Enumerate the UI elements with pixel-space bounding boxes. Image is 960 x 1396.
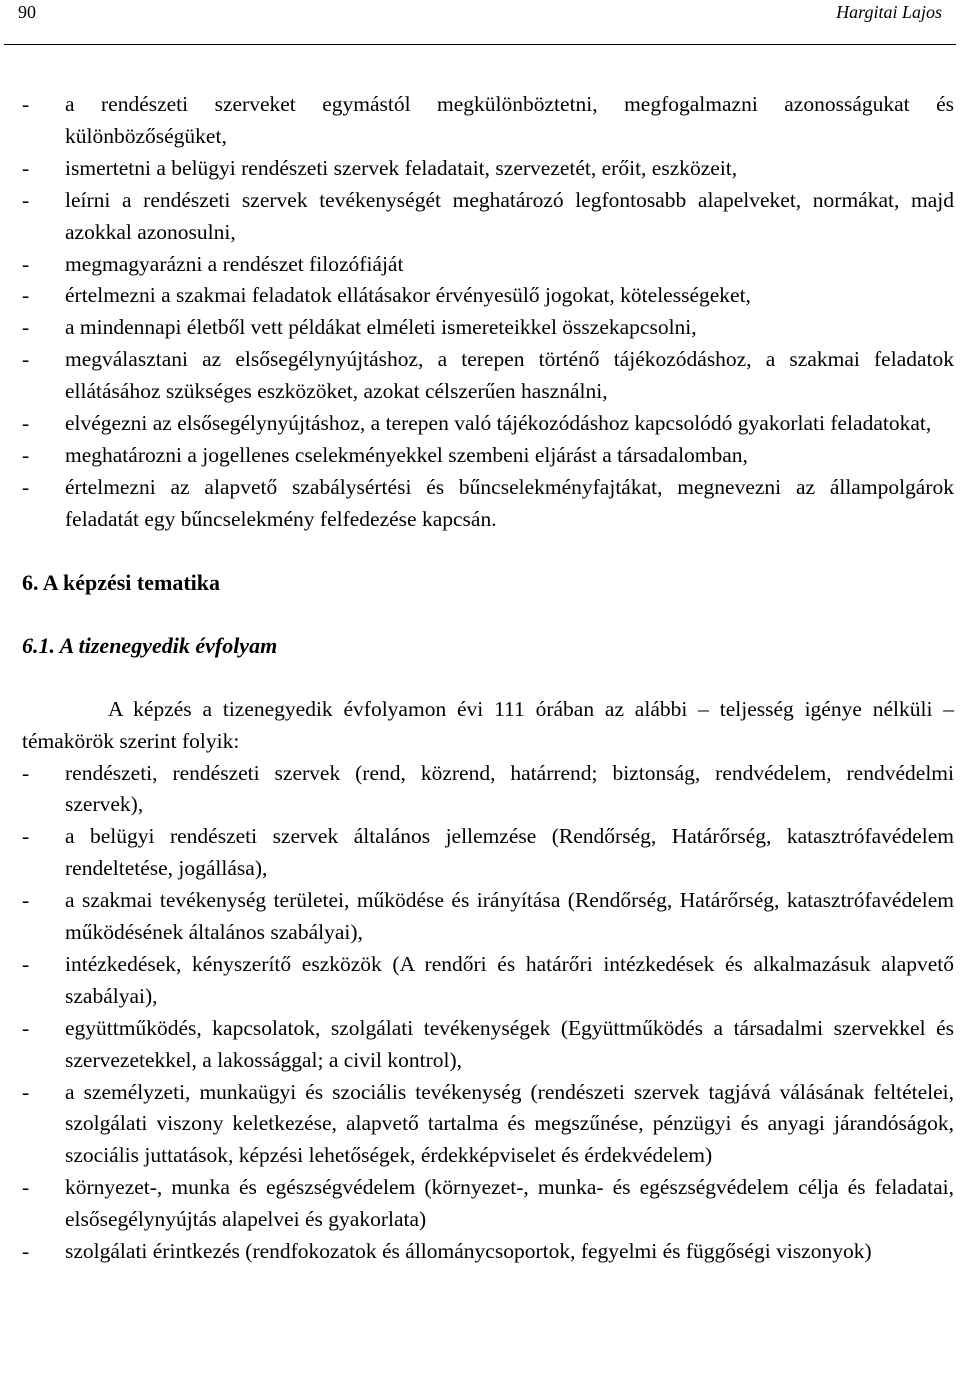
list-item: [22, 312, 954, 344]
list-item: [22, 280, 954, 312]
dash-marker: -: [22, 347, 30, 372]
dash-marker: -: [22, 888, 30, 913]
dash-marker: -: [22, 1079, 30, 1104]
list-item-text: rendészeti, rendészeti szervek (rend, közrend, határrend; biztonság, rendvédelem, rendvédelmi szervek),: [65, 760, 954, 817]
dash-marker: -: [22, 187, 30, 212]
list-item: [22, 185, 954, 249]
list-item: [22, 758, 954, 822]
dash-marker: -: [22, 951, 30, 976]
list-item-text: értelmezni az alapvető szabálysértési és bűncselekményfajtákat, megnevezni az állampolgárok feladatát egy bűncselekmény felfedezése kapcsán.: [65, 474, 954, 531]
list-item: [22, 89, 954, 153]
list-item: [22, 949, 954, 1013]
topics-list: [22, 758, 954, 1269]
spacer: [22, 662, 954, 694]
list-item: [22, 1013, 954, 1077]
list-item: [22, 344, 954, 408]
dash-marker: -: [22, 760, 30, 785]
list-item-text: a mindennapi életből vett példákat elméleti ismereteikkel összekapcsolni,: [65, 315, 697, 340]
list-item: [22, 885, 954, 949]
list-item: [22, 408, 954, 440]
objectives-list: [22, 89, 954, 536]
dash-marker: -: [22, 315, 30, 340]
dash-marker: -: [22, 474, 30, 499]
list-item-text: intézkedések, kényszerítő eszközök (A rendőri és határőri intézkedések és alkalmazásuk alapvető szabályai),: [65, 951, 954, 1008]
dash-marker: -: [22, 824, 30, 849]
list-item-text: leírni a rendészeti szervek tevékenységét meghatározó legfontosabb alapelveket, normákat, majd azokkal azonosulni,: [65, 187, 954, 244]
header-rule: [4, 44, 956, 45]
list-item-text: a személyzeti, munkaügyi és szociális tevékenység (rendészeti szervek tagjává válásának feltételei, szolgálati viszony keletkezése, alapvető tartalma és megszűnése, pénzügyi és anyagi járandóságok, szociális juttatások, képzési lehetőségek, érdekképviselet és érdekvédelem): [65, 1079, 954, 1168]
list-item: [22, 821, 954, 885]
list-item-text: környezet-, munka és egészségvédelem (környezet-, munka- és egészségvédelem célja és feladatai, elsősegélynyújtás alapelvei és gyakorlata): [65, 1175, 954, 1232]
page-header: [0, 0, 960, 46]
dash-marker: -: [22, 251, 30, 276]
list-item: [22, 1172, 954, 1236]
list-item-text: elvégezni az elsősegélynyújtáshoz, a terepen való tájékozódáshoz kapcsolódó gyakorlati feladatokat,: [65, 411, 932, 436]
list-item: [22, 440, 954, 472]
list-item: [22, 1077, 954, 1173]
subsection-heading: 6.1. A tizenegyedik évfolyam: [22, 632, 278, 658]
list-item-text: szolgálati érintkezés (rendfokozatok és állománycsoportok, fegyelmi és függőségi viszonyok): [65, 1239, 872, 1264]
dash-marker: -: [22, 155, 30, 180]
list-item: [22, 153, 954, 185]
list-item: [22, 249, 954, 281]
list-item-text: a szakmai tevékenység területei, működése és irányítása (Rendőrség, Határőrség, katasztrófavédelem működésének általános szabályai),: [65, 888, 954, 945]
spacer: [22, 599, 954, 630]
list-item-text: értelmezni a szakmai feladatok ellátásakor érvényesülő jogokat, kötelességeket,: [65, 283, 751, 308]
list-item-text: megválasztani az elsősegélynyújtáshoz, a terepen történő tájékozódáshoz, a szakmai feladatok ellátásához szükséges eszközöket, azokat célszerűen használni,: [65, 347, 954, 404]
page-body: [22, 89, 954, 1268]
list-item-text: együttműködés, kapcsolatok, szolgálati tevékenységek (Együttműködés a társadalmi szervekkel és szervezetekkel, a lakossággal; a civil kontrol),: [65, 1015, 954, 1072]
running-header-author: Hargitai Lajos: [836, 2, 942, 22]
section-heading: 6. A képzési tematika: [22, 569, 220, 595]
dash-marker: -: [22, 1015, 30, 1040]
list-item: [22, 1236, 954, 1268]
list-item-text: a rendészeti szerveket egymástól megkülönböztetni, megfogalmazni azonosságukat és különbözőségüket,: [65, 92, 954, 148]
spacer: [22, 536, 954, 567]
dash-marker: -: [22, 1239, 30, 1264]
list-item-text: ismertetni a belügyi rendészeti szervek feladatait, szervezetét, erőit, eszközeit,: [65, 155, 738, 180]
list-item-text: a belügyi rendészeti szervek általános jellemzése (Rendőrség, Határőrség, katasztrófavédelem rendeltetése, jogállása),: [65, 824, 954, 881]
dash-marker: -: [22, 442, 30, 467]
list-item-text: meghatározni a jogellenes cselekményekkel szembeni eljárást a társadalomban,: [65, 442, 748, 467]
dash-marker: -: [22, 411, 30, 436]
page-number: 90: [18, 2, 36, 22]
list-item-text: megmagyarázni a rendészet filozófiáját: [65, 251, 404, 276]
intro-paragraph: A képzés a tizenegyedik évfolyamon évi 111 órában az alábbi – teljesség igénye nélküli – témakörök szerint folyik:: [22, 696, 954, 753]
dash-marker: -: [22, 1175, 30, 1200]
dash-marker: -: [22, 283, 30, 308]
list-item: [22, 472, 954, 536]
dash-marker: -: [22, 92, 30, 116]
